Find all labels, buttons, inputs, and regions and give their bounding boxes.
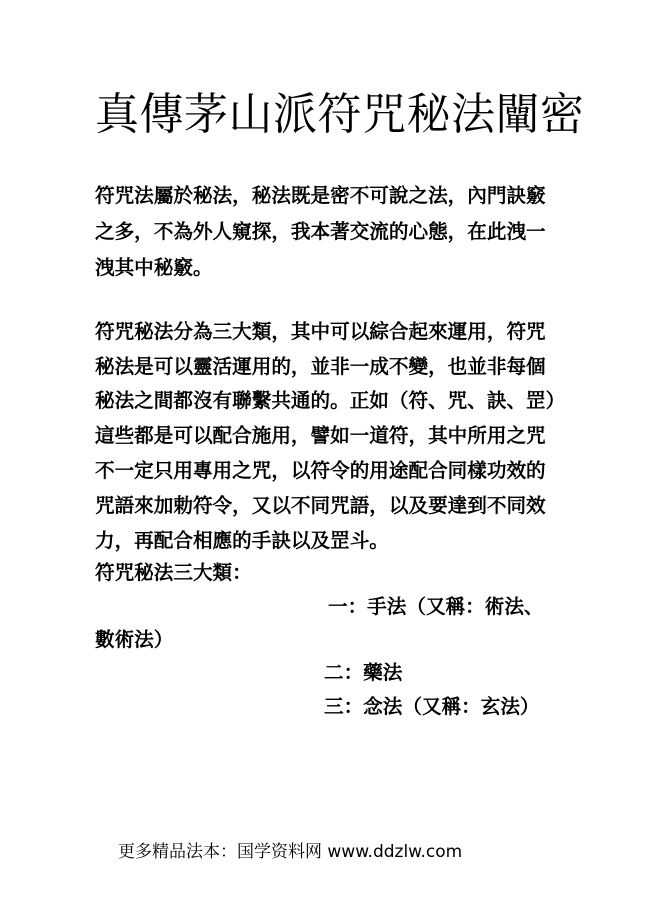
paragraph-line: 洩其中秘竅。 xyxy=(95,256,213,279)
paragraph-line: 咒語來加勅符令，又以不同咒語，以及要達到不同效 xyxy=(95,494,546,517)
category-item-3: 三：念法（又稱：玄法） xyxy=(324,695,540,718)
paragraph-line: 秘法是可以靈活運用的，並非一成不變，也並非每個 xyxy=(95,355,546,378)
categories-heading: 符咒秘法三大類： xyxy=(95,561,252,584)
paragraph-line: 秘法之間都沒有聯繫共通的。正如（符、咒、訣、罡） xyxy=(95,389,566,412)
paragraph-line: 符咒法屬於秘法，秘法既是密不可說之法，內門訣竅 xyxy=(95,184,546,207)
paragraph-line: 力，再配合相應的手訣以及罡斗。 xyxy=(95,529,389,552)
paragraph-line: 不一定只用專用之咒，以符令的用途配合同樣功效的 xyxy=(95,459,546,482)
category-item-2: 二：藥法 xyxy=(324,661,403,684)
category-item-1: 一：手法（又稱：術法、 xyxy=(328,595,544,618)
footer-link-text: 更多精品法本：国学资料网 www.ddzlw.com xyxy=(118,842,463,862)
paragraph-line: 這些都是可以配合施用，譬如一道符，其中所用之咒 xyxy=(95,424,546,447)
document-title: 真傳茅山派符咒秘法闡密 xyxy=(95,89,585,140)
category-item-1-continued: 數術法） xyxy=(95,628,174,651)
paragraph-line: 之多，不為外人窺探，我本著交流的心態，在此洩一 xyxy=(95,220,546,243)
paragraph-line: 符咒秘法分為三大類，其中可以綜合起來運用，符咒 xyxy=(95,320,546,343)
